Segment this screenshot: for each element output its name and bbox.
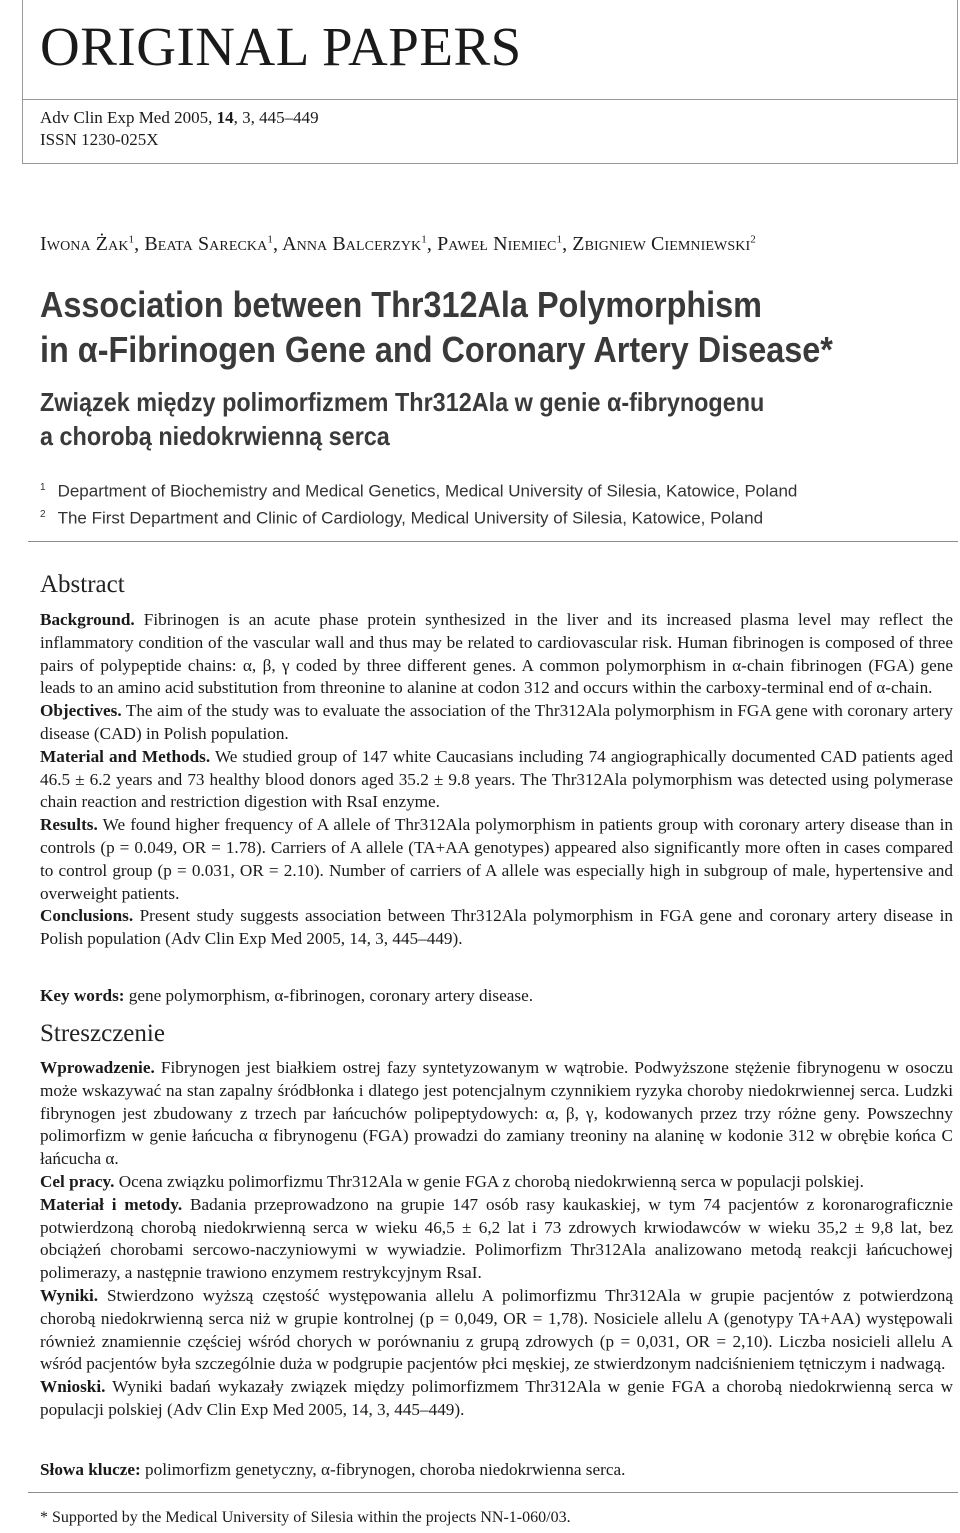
keywords: Key words: gene polymorphism, α-fibrinogen, coronary artery disease. (40, 986, 533, 1005)
author: Beata Sarecka$^1$ (144, 233, 273, 255)
journal-issue-pages: , 3, 445–449 (233, 108, 319, 127)
journal-volume: 14 (216, 108, 234, 127)
title-pl-line: a chorobą niedokrwienną serca (40, 421, 390, 451)
affiliation: $^2$ The First Department and Clinic of Cardiology, Medical University of Silesia, Katowice, Poland (40, 508, 764, 528)
abstract-section: Conclusions. Present study suggests association between Thr312Ala polymorphism in FGA gene and coronary artery disease in Polish population (Adv Clin Exp Med 2005, 14, 3, 445–449). (40, 906, 953, 949)
title-pl-line: Związek między polimorfizmem Thr312Ala w genie α-fibrynogenu (40, 387, 765, 417)
divider (28, 541, 958, 542)
footnote-divider (28, 1492, 958, 1493)
abstract-section: Objectives. The aim of the study was to evaluate the association of the Thr312Ala polymorphism in FGA gene with coronary artery disease (CAD) in Polish population. (40, 701, 953, 743)
author: Zbigniew Ciemniewski$^2$ (572, 233, 756, 255)
author: Paweł Niemiec$^1$ (437, 233, 563, 255)
footnote: * Supported by the Medical University of Silesia within the projects NN-1-060/03. (40, 1509, 571, 1526)
abstract-heading: Abstract (40, 571, 125, 598)
title-line: Association between Thr312Ala Polymorphism (40, 284, 762, 325)
affiliations (40, 476, 797, 529)
abstract-section: Results. We found higher frequency of A allele of Thr312Ala polymorphism in patients group with coronary artery disease than in controls (p = 0.049, OR = 1.78). Carriers of A allele (TA+AA genotypes) appeared also significantly more often in cases compared to control group (p = 0.031, OR = 2.10). Number of carriers of A allele was especially high in subgroup of male, hypertensive and overweight patients. (40, 815, 953, 903)
section-banner-box (22, 0, 958, 100)
article-title (40, 282, 833, 372)
abstract-body (40, 609, 953, 951)
journal-name: Adv Clin Exp Med 2005, (40, 108, 217, 127)
author: Anna Balcerzyk$^1$ (282, 233, 427, 255)
author: Iwona Żak$^1$ (40, 233, 135, 255)
streszczenie-section: Wnioski. Wyniki badań wykazały związek między polimorfizmem Thr312Ala w genie FGA a chorobą niedokrwienną serca w populacji polskiej (Adv Clin Exp Med 2005, 14, 3, 445–449). (40, 1377, 953, 1419)
issn: ISSN 1230-025X (40, 130, 159, 149)
abstract-section: Material and Methods. We studied group of 147 white Caucasians including 74 angiographically documented CAD patients aged 46.5 ± 6.2 years and 73 healthy blood donors aged 35.2 ± 9.8 years. The Thr312Ala polymorphism was detected using polymerase chain reaction and restriction digestion with RsaI enzyme. (40, 746, 953, 812)
streszczenie-heading: Streszczenie (40, 1020, 165, 1047)
abstract-section: Background. Fibrinogen is an acute phase protein synthesized in the liver and its increased plasma level may reflect the inflammatory condition of the vascular wall and thus may be related to cardiovascular risk. Human fibrinogen is composed of three pairs of polypeptide chains: α, β, γ coded by three different genes. A common polymorphism in α-chain fibrinogen (FGA) gene leads to an amino acid substitution from threonine to alanine at codon 312 and occurs within the carboxy-terminal end of α-chain. (40, 610, 953, 698)
title-line: in α-Fibrinogen Gene and Coronary Artery Disease* (40, 329, 833, 370)
streszczenie-section: Wprowadzenie. Fibrynogen jest białkiem ostrej fazy syntetyzowanym w wątrobie. Podwyższone stężenie fibrynogenu w osoczu może wskazywać na stan zapalny śródbłonka i dlatego jest potencjalnym czynnikiem ryzyka choroby niedokrwiennej serca. Ludzki fibrynogen jest zbudowany z trzech par łańcuchów polipeptydowych: α, β, γ, kodowanych przez trzy różne geny. Powszechny polimorfizm w genie łańcucha α fibrynogenu (FGA) prowadzi do zamiany treoniny na alaninę w kodonie 312 w obrębie końca C łańcucha α. (40, 1058, 953, 1169)
citation (40, 107, 319, 151)
affiliation: $^1$ Department of Biochemistry and Medical Genetics, Medical University of Silesia, Katowice, Poland (40, 481, 798, 501)
section-banner: ORIGINAL PAPERS (40, 16, 522, 77)
author-list: Iwona Żak$^1$, Beata Sarecka$^1$, Anna Balcerzyk$^1$, Paweł Niemiec$^1$, Zbigniew Ciemniewski$^2$ (40, 233, 756, 255)
streszczenie-section: Wyniki. Stwierdzono wyższą częstość występowania allelu A polimorfizmu Thr312Ala w grupie pacjentów z potwierdzoną chorobą niedokrwienną serca niż w grupie kontrolnej (p = 0,049, OR = 1,78). Nosiciele allelu A (genotypy TA+AA) występowali również znamiennie częściej wśród chorych w porównaniu z grupą zdrowych (p = 0,031, OR = 2,10). Liczba nosicieli allelu A wśród pacjentów była szczególnie duża w podgrupie pacjentów płci męskiej, ze stwierdzonym nadciśnieniem tętniczym i nadwagą. (40, 1285, 953, 1374)
streszczenie-section: Cel pracy. Ocena związku polimorfizmu Thr312Ala w genie FGA z chorobą niedokrwienną serca w populacji polskiej. (40, 1171, 864, 1191)
keywords-polish: Słowa klucze: polimorfizm genetyczny, α-fibrynogen, choroba niedokrwienna serca. (40, 1460, 626, 1479)
streszczenie-body (40, 1057, 953, 1422)
article-title-polish (40, 385, 764, 453)
journal-citation (40, 107, 319, 129)
streszczenie-section: Materiał i metody. Badania przeprowadzono na grupie 147 osób rasy kaukaskiej, w tym 74 pacjentów z koronarograficznie potwierdzoną chorobą niedokrwienną serca w wieku 46,5 ± 6,2 lat i 73 zdrowych krwiodawców w wieku 35,2 ± 9,8 lat, bez obciążeń chorobami sercowo-naczyniowymi w wywiadzie. Polimorfizm Thr312Ala analizowano metodą reakcji łańcuchowej polimerazy, a następnie trawiono enzymem restrykcyjnym RsaI. (40, 1194, 953, 1283)
